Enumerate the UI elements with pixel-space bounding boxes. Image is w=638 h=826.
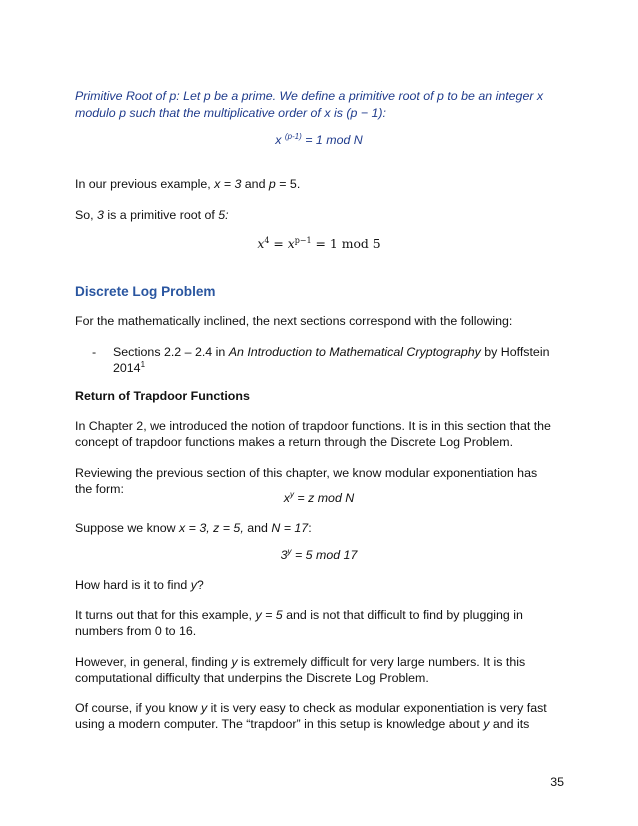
modular-exponentiation-formula: $x^y = z$ mod N: [283, 490, 355, 505]
definition-line-1: Primitive Root of p: Let p be a prime. We define a primitive root of p to be an integer x: [75, 89, 544, 103]
primitive-root-statement: So, 3 is a primitive root of 5:: [75, 208, 229, 222]
paragraph-5-line-2: using a modern computer. The “trapdoor” in this setup is knowledge about y and its: [75, 717, 530, 731]
example-formula-2: $3^y = 5$ mod 17: [280, 547, 358, 562]
bullet-dash: -: [92, 345, 97, 359]
paragraph-5-line-1: Of course, if you know y it is very easy to check as modular exponentiation is very fast: [75, 701, 547, 715]
paragraph-3-line-1: It turns out that for this example, y = 5 and is not that difficult to find by plugging in: [75, 608, 523, 622]
question-line: How hard is it to find y?: [75, 578, 204, 592]
paragraph-3-line-2: numbers from 0 to 16.: [75, 624, 197, 638]
paragraph-4-line-1: However, in general, finding y is extremely difficult for very large numbers. It is this: [75, 655, 526, 669]
example-line: In our previous example, x = 3 and p = 5.: [75, 177, 301, 191]
paragraph-1-line-1: In Chapter 2, we introduced the notion of trapdoor functions. It is in this section that the: [75, 419, 551, 433]
definition-formula: x $^{(p-1)}$ = 1 mod N: [275, 132, 363, 147]
page-number: 35: [550, 775, 564, 789]
bullet-text-line-2: 2014$^1$: [113, 360, 146, 375]
section-heading: Discrete Log Problem: [75, 284, 216, 299]
paragraph-4-line-2: computational difficulty that underpins the Discrete Log Problem.: [75, 671, 429, 685]
example-equation: $x^4 = x^{p-1} = 1$ mod 5: [257, 236, 381, 251]
section-intro: For the mathematically inclined, the next sections correspond with the following:: [75, 314, 513, 328]
paragraph-1-line-2: concept of trapdoor functions makes a return through the Discrete Log Problem.: [75, 435, 514, 449]
paragraph-2-line-1: Reviewing the previous section of this chapter, we know modular exponentiation has: [75, 466, 538, 480]
bullet-text: Sections 2.2 – 2.4 in An Introduction to Mathematical Cryptography by Hoffstein: [113, 345, 550, 359]
suppose-line: Suppose we know x = 3, z = 5, and N = 17:: [75, 521, 312, 535]
paragraph-2-line-2: the form:: [75, 482, 124, 496]
definition-line-2: modulo p such that the multiplicative order of x is (p − 1):: [75, 106, 386, 120]
footnote-marker: 1: [140, 360, 146, 370]
subsection-heading: Return of Trapdoor Functions: [75, 389, 250, 403]
